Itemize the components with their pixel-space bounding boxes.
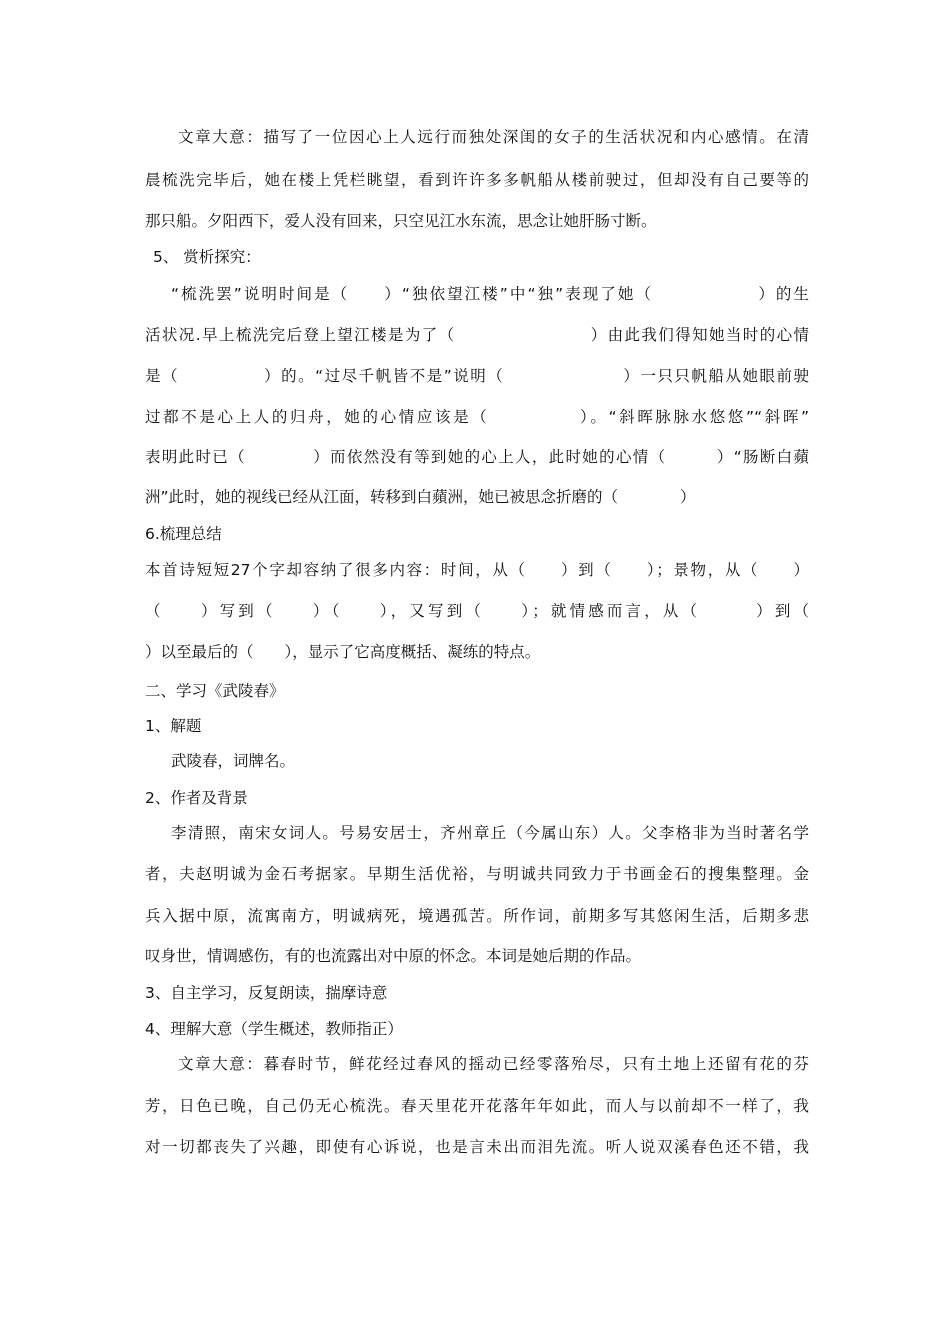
appreciation-line-4: 过都不是心上人的归舟，她的心情应该是（ ）。“斜晖脉脉水悠悠”“斜晖” — [145, 408, 809, 426]
meaning-paragraph-line-2: 芳，日色已晚，自己仍无心梳洗。春天里花开花落年年如此，而人与以前却不一样了，我 — [145, 1097, 809, 1115]
meaning-paragraph-line-1: 文章大意：暮春时节，鲜花经过春风的摇动已经零落殆尽，只有土地上还留有花的芬 — [178, 1055, 809, 1073]
author-paragraph-line-1: 李清照，南宋女词人。号易安居士，齐州章丘（今属山东）人。父李格非为当时著名学 — [171, 824, 809, 842]
meaning-paragraph-line-3: 对一切都丧失了兴趣，即使有心诉说，也是言未出而泪先流。听人说双溪春色还不错，我 — [145, 1138, 809, 1156]
summary-paragraph-line-1: 文章大意：描写了一位因心上人远行而独处深闺的女子的生活状况和内心感情。在清 — [178, 128, 809, 146]
appreciation-line-3: 是（ ）的。“过尽千帆皆不是”说明（ ）一只只帆船从她眼前驶 — [145, 367, 809, 385]
subheading-author-background: 2、作者及背景 — [145, 789, 248, 807]
appreciation-line-6: 洲”此时，她的视线已经从江面，转移到白蘋洲，她已被思念折磨的（ ） — [145, 488, 696, 506]
appreciation-line-1: “梳洗罢”说明时间是（ ）“独依望江楼”中“独”表现了她（ ）的生 — [171, 285, 809, 303]
subheading-understand-meaning: 4、理解大意（学生概述，教师指正） — [145, 1020, 403, 1038]
appreciation-line-5: 表明此时已（ ）而依然没有等到她的心上人，此时她的心情（ ）“肠断白蘋 — [145, 448, 809, 466]
author-paragraph-line-3: 兵入据中原，流寓南方，明诚病死，境遇孤苦。所作词，前期多写其悠闲生活，后期多悲 — [145, 907, 809, 925]
summary-line-1: 本首诗短短27个字却容纳了很多内容：时间，从（ ）到（ ）；景物，从（ ） — [145, 561, 809, 579]
subheading-title-explanation: 1、解题 — [145, 717, 202, 735]
summary-paragraph-line-2: 晨梳洗完毕后，她在楼上凭栏眺望，看到许许多多帆船从楼前驶过，但却没有自己要等的 — [145, 171, 809, 189]
summary-line-2: （ ）写到（ ）（ ），又写到（ ）；就情感而言，从（ ）到（ — [145, 602, 809, 620]
section-heading-summary: 6.梳理总结 — [145, 525, 222, 543]
section-heading-wulingchun: 二、学习《武陵春》 — [145, 682, 285, 700]
subheading-self-study: 3、自主学习，反复朗读，揣摩诗意 — [145, 984, 388, 1002]
section-heading-appreciation: 5、 赏析探究： — [153, 248, 261, 266]
title-explanation-text: 武陵春，词牌名。 — [171, 752, 296, 770]
summary-paragraph-line-3: 那只船。夕阳西下，爱人没有回来，只空见江水东流，思念让她肝肠寸断。 — [145, 212, 657, 230]
author-paragraph-line-2: 者，夫赵明诚为金石考据家。早期生活优裕，与明诚共同致力于书画金石的搜集整理。金 — [145, 865, 809, 883]
appreciation-line-2: 活状况.早上梳洗完后登上望江楼是为了（ ）由此我们得知她当时的心情 — [145, 326, 809, 344]
summary-line-3: ）以至最后的（ ），显示了它高度概括、凝练的特点。 — [145, 643, 541, 661]
author-paragraph-line-4: 叹身世，情调感伤，有的也流露出对中原的怀念。本词是她后期的作品。 — [145, 947, 642, 965]
